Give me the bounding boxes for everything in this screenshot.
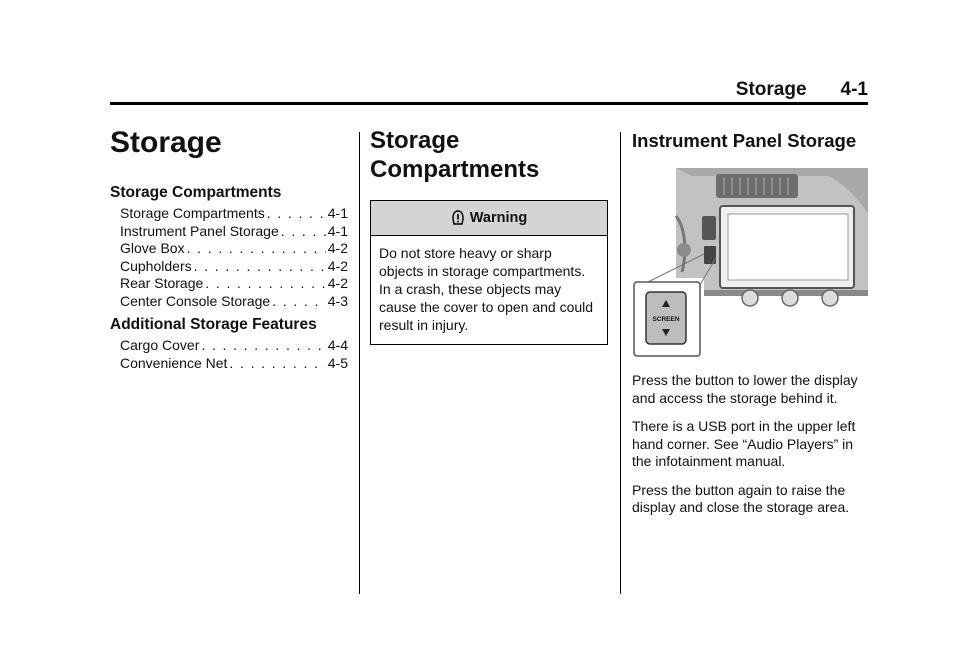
body-paragraph: There is a USB port in the upper left hand corner. See “Audio Players” in the infotainment manual. — [632, 418, 856, 469]
warning-text: Do not store heavy or sharp objects in storage compartments. In a crash, these objects may cause the cover to open and could result in injury. — [379, 245, 594, 333]
toc-entry-page: 4-1 — [327, 205, 348, 221]
toc-entry-label: Instrument Panel Storage — [120, 222, 279, 239]
instrument-panel-column — [632, 126, 868, 528]
toc-entry[interactable] — [120, 205, 348, 223]
toc-entry-page: 4-2 — [327, 275, 348, 291]
toc-entry[interactable] — [120, 275, 348, 293]
toc-entry-label: Convenience Net — [120, 354, 228, 371]
toc-entry[interactable] — [120, 293, 348, 311]
toc-entry-page: 4-5 — [327, 354, 348, 371]
warning-icon — [451, 210, 465, 226]
toc-entry[interactable] — [120, 240, 348, 258]
table-of-contents — [110, 184, 348, 372]
warning-label: Warning — [469, 210, 528, 226]
page-header — [110, 80, 868, 100]
screen-button-label: SCREEN — [652, 316, 680, 323]
subsection-title: Instrument Panel Storage — [632, 130, 857, 151]
warning-box — [370, 200, 608, 345]
chapter-title: Storage — [110, 126, 222, 159]
section-title-line2: Compartments — [370, 156, 540, 183]
warning-header — [371, 201, 607, 236]
column-divider-left — [359, 132, 360, 594]
toc-entry-label: Glove Box — [120, 240, 185, 256]
toc-heading: Additional Storage Features — [110, 316, 317, 333]
toc-entry[interactable] — [120, 258, 348, 276]
toc-entry[interactable] — [120, 223, 348, 241]
toc-leader-dots — [201, 337, 325, 355]
section-title-line1: Storage — [370, 127, 460, 154]
toc-entry-label: Cargo Cover — [120, 337, 200, 353]
instrument-panel-illustration — [632, 168, 868, 360]
toc-leader-dots — [272, 293, 326, 311]
toc-column — [110, 126, 348, 372]
toc-leader-dots — [281, 223, 326, 241]
toc-entry-page: 4-2 — [327, 240, 348, 256]
body-paragraph: Press the button to lower the display and access the storage behind it. — [632, 372, 858, 406]
body-paragraph: Press the button again to raise the display and close the storage area. — [632, 481, 850, 515]
dashboard-illustration — [632, 168, 868, 360]
toc-leader-dots — [205, 275, 325, 293]
header-page-number: 4-1 — [840, 79, 868, 100]
toc-entry-label: Cupholders — [120, 257, 192, 274]
header-section-title: Storage — [735, 79, 807, 100]
header-rule — [110, 102, 868, 105]
toc-leader-dots — [194, 258, 326, 276]
toc-entry-label: Storage Compartments — [120, 205, 265, 221]
toc-leader-dots — [229, 355, 325, 373]
toc-entry[interactable] — [120, 337, 348, 355]
toc-entry-page: 4-1 — [327, 222, 348, 239]
toc-entry-page: 4-2 — [327, 257, 348, 274]
section-title — [370, 126, 610, 184]
toc-leader-dots — [267, 205, 326, 223]
toc-entry-label: Rear Storage — [120, 275, 204, 291]
toc-leader-dots — [187, 240, 326, 258]
toc-entry-label: Center Console Storage — [120, 292, 271, 309]
storage-compartments-column — [370, 126, 610, 345]
toc-entry-page: 4-3 — [327, 292, 348, 309]
toc-heading: Storage Compartments — [110, 184, 282, 201]
toc-entry-page: 4-4 — [327, 337, 348, 353]
instructions — [632, 372, 868, 517]
column-divider-right — [620, 132, 621, 594]
toc-entry[interactable] — [120, 355, 348, 373]
